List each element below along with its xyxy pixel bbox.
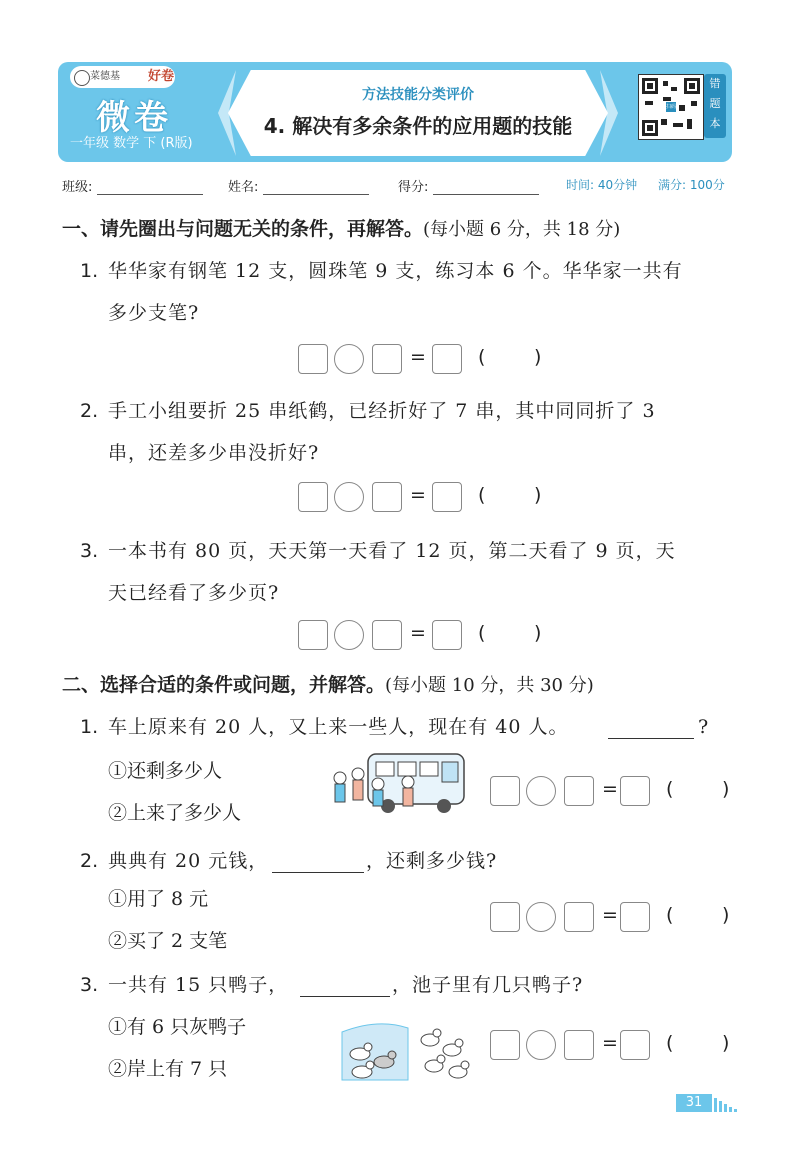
operand-box[interactable]	[372, 620, 402, 650]
equals-sign: =	[602, 904, 618, 926]
series-title: 微卷	[96, 98, 172, 138]
s1-q2-line1: 手工小组要折 25 串纸鹤，已经折好了 7 串，其中同同折了 3	[108, 400, 656, 422]
section-1-note: (每小题 6 分，共 18 分)	[423, 219, 621, 240]
operator-circle[interactable]	[334, 620, 364, 650]
equals-sign: =	[410, 622, 426, 644]
unit-paren-close: )	[722, 778, 730, 800]
unit-paren-open: (	[666, 1032, 674, 1054]
s2-q2-number: 2.	[80, 850, 99, 872]
tag-char-3: 本	[709, 117, 721, 130]
result-box[interactable]	[620, 902, 650, 932]
s2-q2-equation	[490, 902, 750, 934]
section-1-title: 一、请先圈出与问题无关的条件，再解答。	[62, 218, 424, 240]
unit-paren-open: (	[478, 346, 486, 368]
s2-q1-blank[interactable]	[608, 716, 694, 739]
s2-q1-option-1[interactable]: ①还剩多少人	[108, 760, 223, 782]
s2-q3-equation	[490, 1030, 750, 1062]
operand-box[interactable]	[298, 482, 328, 512]
unit-paren-open: (	[478, 622, 486, 644]
category-label: 方法技能分类评价	[362, 87, 474, 103]
s2-q1-tail: ?	[698, 716, 710, 738]
unit-paren-close: )	[534, 484, 542, 506]
brand-logo: 好卷	[148, 69, 175, 84]
equals-sign: =	[410, 484, 426, 506]
page-number: 31	[676, 1094, 712, 1112]
s1-q1-equation	[298, 344, 558, 376]
s2-q2-text: 典典有 20 元钱，	[108, 850, 269, 872]
class-field	[62, 176, 203, 195]
section-1-heading	[62, 214, 620, 241]
name-field	[228, 176, 369, 195]
name-label: 姓名:	[228, 180, 259, 195]
unit-paren-close: )	[722, 1032, 730, 1054]
operand-box[interactable]	[298, 620, 328, 650]
operand-box[interactable]	[372, 344, 402, 374]
operand-box[interactable]	[564, 776, 594, 806]
s1-q3-number: 3.	[80, 540, 99, 562]
unit-paren-open: (	[666, 778, 674, 800]
tag-char-1: 错	[709, 77, 721, 90]
qr-code-icon[interactable]	[638, 74, 704, 140]
section-2-heading	[62, 670, 594, 697]
mascot-icon	[74, 70, 90, 86]
class-blank[interactable]	[97, 180, 203, 195]
page-title: 4. 解决有多余条件的应用题的技能	[263, 114, 573, 138]
grade-subtitle: 一年级 数学 下 (R版)	[70, 136, 193, 151]
score-blank[interactable]	[433, 180, 539, 195]
s1-q2-number: 2.	[80, 400, 99, 422]
s1-q3-line2: 天已经看了多少页?	[108, 582, 280, 604]
unit-paren-open: (	[666, 904, 674, 926]
result-box[interactable]	[432, 344, 462, 374]
section-2-note: (每小题 10 分，共 30 分)	[385, 675, 594, 696]
operand-box[interactable]	[372, 482, 402, 512]
result-box[interactable]	[620, 776, 650, 806]
s1-q3-line1: 一本书有 80 页，天天第一天看了 12 页，第二天看了 9 页，天	[108, 540, 676, 562]
publisher-badge: 菜德基	[70, 66, 175, 88]
s2-q3-option-2[interactable]: ②岸上有 7 只	[108, 1058, 228, 1080]
operator-circle[interactable]	[526, 1030, 556, 1060]
result-box[interactable]	[432, 620, 462, 650]
operator-circle[interactable]	[526, 902, 556, 932]
equals-sign: =	[602, 778, 618, 800]
operand-box[interactable]	[490, 902, 520, 932]
s2-q2-blank[interactable]	[272, 850, 364, 873]
s1-q2-line2: 串，还差多少串没折好?	[108, 442, 320, 464]
s2-q2-tail: ，还剩多少钱?	[366, 850, 498, 872]
operator-circle[interactable]	[334, 344, 364, 374]
bus-children-illustration	[326, 748, 470, 816]
tag-char-2: 题	[709, 97, 721, 110]
s2-q3-option-1[interactable]: ①有 6 只灰鸭子	[108, 1016, 247, 1038]
unit-paren-open: (	[478, 484, 486, 506]
score-field	[398, 176, 539, 195]
s1-q1-number: 1.	[80, 260, 99, 282]
full-score: 满分: 100分	[658, 178, 725, 192]
result-box[interactable]	[432, 482, 462, 512]
wrong-question-book-tag	[704, 74, 726, 138]
s2-q3-text: 一共有 15 只鸭子，	[108, 974, 289, 996]
qr-label: 扫码	[666, 104, 677, 110]
operand-box[interactable]	[564, 902, 594, 932]
class-label: 班级:	[62, 180, 93, 195]
operand-box[interactable]	[490, 776, 520, 806]
s2-q1-option-2[interactable]: ②上来了多少人	[108, 802, 242, 824]
score-label: 得分:	[398, 180, 429, 195]
equals-sign: =	[602, 1032, 618, 1054]
result-box[interactable]	[620, 1030, 650, 1060]
page-bars-decoration	[714, 1098, 738, 1112]
s2-q2-option-2[interactable]: ②买了 2 支笔	[108, 930, 228, 952]
section-2-title: 二、选择合适的条件或问题，并解答。	[62, 674, 386, 696]
ducks-pond-illustration	[338, 1010, 474, 1082]
operator-circle[interactable]	[334, 482, 364, 512]
operand-box[interactable]	[298, 344, 328, 374]
operator-circle[interactable]	[526, 776, 556, 806]
s1-q1-line1: 华华家有钢笔 12 支，圆珠笔 9 支，练习本 6 个。华华家一共有	[108, 260, 683, 282]
s2-q1-text: 车上原来有 20 人，又上来一些人，现在有 40 人。	[108, 716, 569, 738]
s2-q3-number: 3.	[80, 974, 99, 996]
s2-q3-blank[interactable]	[300, 974, 390, 997]
name-blank[interactable]	[263, 180, 369, 195]
unit-paren-close: )	[534, 346, 542, 368]
operand-box[interactable]	[564, 1030, 594, 1060]
s1-q2-equation	[298, 482, 558, 514]
s2-q2-option-1[interactable]: ①用了 8 元	[108, 888, 209, 910]
s2-q1-equation	[490, 776, 750, 808]
unit-paren-close: )	[722, 904, 730, 926]
unit-paren-close: )	[534, 622, 542, 644]
s1-q1-line2: 多少支笔?	[108, 302, 200, 324]
operand-box[interactable]	[490, 1030, 520, 1060]
s1-q3-equation	[298, 620, 558, 652]
s2-q1-number: 1.	[80, 716, 99, 738]
s2-q3-tail: ，池子里有几只鸭子?	[392, 974, 584, 996]
time-limit: 时间: 40分钟	[566, 178, 638, 192]
equals-sign: =	[410, 346, 426, 368]
